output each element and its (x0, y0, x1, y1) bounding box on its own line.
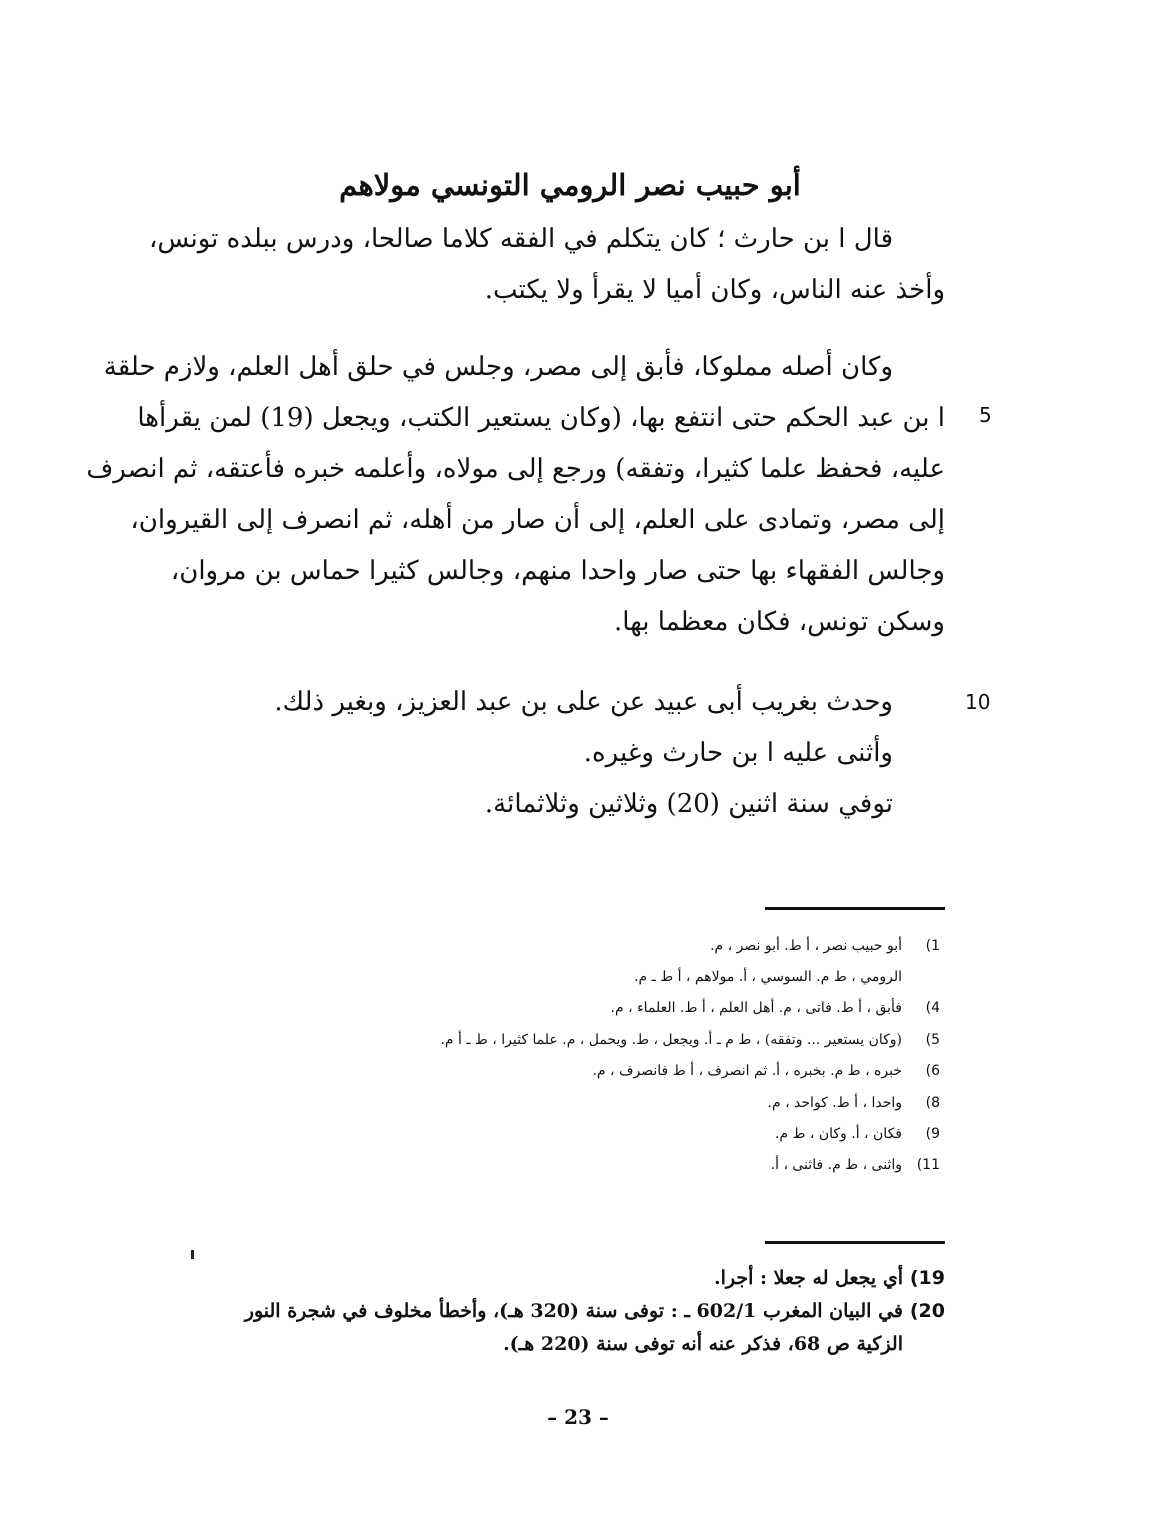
paragraph-1 (148, 214, 945, 316)
variant-number: 5) (925, 1031, 940, 1048)
note-text: في البيان المغرب 602/1 ـ : توفى سنة (320 هـ)، وأخطأ مخلوف في شجرة النور (244, 1300, 903, 1322)
variant-number: 6) (925, 1063, 940, 1080)
variant-number: 11) (916, 1157, 940, 1174)
variant-row (360, 1150, 940, 1181)
note-19 (195, 1262, 945, 1295)
variant-text: واثنى ، ط م. فاثنى ، أ. (770, 1157, 902, 1174)
line-number-5: 5 (979, 403, 992, 427)
text-line: وكان أصله مملوكا، فأبق إلى مصر، وجلس في حلق أهل العلم، ولازم حلقة (103, 352, 893, 382)
variant-number: 9) (925, 1126, 940, 1143)
note-text-continued: الزكية ص 68، فذكر عنه أنه توفى سنة (220 هـ). (503, 1333, 903, 1355)
text-line: وسكن تونس، فكان معظما بها. (614, 607, 945, 637)
text-line: قال ا بن حارث ؛ كان يتكلم في الفقه كلاما صالحا، ودرس ببلده تونس، (148, 224, 893, 254)
variant-row (360, 1024, 940, 1055)
variant-row (360, 930, 940, 961)
variant-text: الرومي ، ط م. السوسي ، أ. مولاهم ، أ ط ـ م. (634, 969, 902, 986)
paragraph-2 (86, 342, 945, 648)
line-number-10: 10 (965, 690, 991, 714)
variant-text: فأبق ، أ ط. فاتى ، م. أهل العلم ، أ ط. العلماء ، م. (610, 1000, 902, 1017)
note-number: 20) (909, 1300, 945, 1322)
page-number: – 23 – (547, 1405, 609, 1429)
variant-text: أبو حبيب نصر ، أ ط. أبو نصر ، م. (710, 937, 902, 954)
note-20 (195, 1295, 945, 1328)
variant-readings (360, 930, 940, 1181)
variant-row (360, 1087, 940, 1118)
text-line: وأثنى عليه ا بن حارث وغيره. (583, 738, 893, 768)
variant-number: 8) (925, 1094, 940, 1111)
explanatory-notes (195, 1262, 945, 1361)
text-line: توفي سنة اثنين (20) وثلاثين وثلاثمائة. (484, 789, 893, 819)
variant-text: (وكان يستعير ... وتفقه) ، ط م ـ أ. ويجعل ، ط. ويحمل ، م. علما كثيرا ، ط ـ أ م. (440, 1031, 902, 1048)
variant-number: 4) (925, 1000, 940, 1017)
text-line: ا بن عبد الحكم حتى انتفع بها، (وكان يستعير الكتب، ويجعل (19) لمن يقرأها (137, 403, 945, 433)
note-text: أي يجعل له جعلا : أجرا. (714, 1267, 903, 1289)
text-line: وجالس الفقهاء بها حتى صار واحدا منهم، وجالس كثيرا حماس بن مروان، (170, 556, 945, 586)
note-number: 19) (909, 1267, 945, 1289)
footnote-divider (765, 907, 945, 910)
variant-text: فكان ، أ. وكان ، ط م. (774, 1126, 902, 1143)
notes-divider (765, 1241, 945, 1244)
variant-text: خبره ، ط م. بخبره ، أ. ثم انصرف ، أ ط فانصرف ، م. (592, 1063, 902, 1080)
variant-number: 1) (925, 937, 940, 954)
paragraph-3 (195, 677, 945, 830)
variant-row (360, 993, 940, 1024)
scan-speck (191, 1250, 194, 1259)
variant-row (360, 1118, 940, 1149)
text-line: إلى مصر، وتمادى على العلم، إلى أن صار من أهله، ثم انصرف إلى القيروان، (130, 505, 945, 535)
text-line: عليه، فحفظ علما كثيرا، وتفقه) ورجع إلى مولاه، وأعلمه خبره فأعتقه، ثم انصرف (86, 454, 945, 484)
variant-row (360, 1056, 940, 1087)
text-line: وحدث بغريب أبى عبيد عن على بن عبد العزيز، وبغير ذلك. (274, 687, 893, 717)
variant-text: واحدا ، أ ط. كواحد ، م. (767, 1094, 902, 1111)
page-title: أبو حبيب نصر الرومي التونسي مولاهم (339, 168, 801, 202)
text-line: وأخذ عنه الناس، وكان أميا لا يقرأ ولا يكتب. (484, 275, 945, 305)
variant-row (360, 961, 940, 992)
